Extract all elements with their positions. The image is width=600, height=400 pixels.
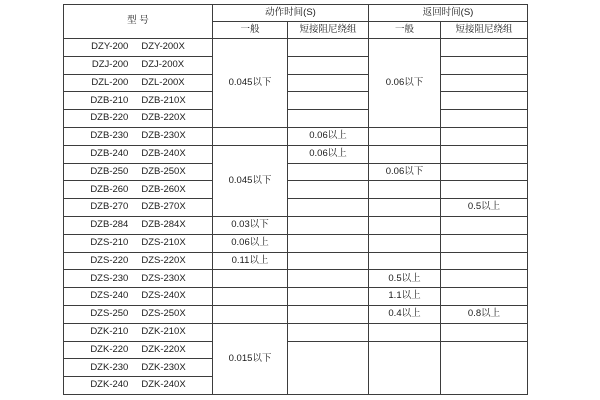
model-cell <box>64 199 213 217</box>
return-damping-cell <box>441 234 528 252</box>
return-damping-cell: 0.5以上 <box>441 199 528 217</box>
model-cell <box>64 341 213 359</box>
model-cell <box>64 377 213 395</box>
model-text: DZL-200X <box>141 76 185 88</box>
return-damping-cell <box>441 288 528 306</box>
return-damping-cell <box>441 163 528 181</box>
table-row <box>64 288 528 306</box>
action-damping-cell <box>288 199 369 217</box>
model-text: DZK-240X <box>141 379 186 391</box>
return-damping-header: 短接阻尼绕组 <box>441 22 528 39</box>
return-general-cell: 0.4以上 <box>369 305 441 323</box>
spec-table-wrapper <box>63 4 528 395</box>
return-damping-cell <box>441 74 528 92</box>
spec-table <box>63 4 528 395</box>
model-text: DZB-230 <box>90 130 129 142</box>
model-text: DZK-240 <box>90 379 129 391</box>
action-damping-cell <box>288 288 369 306</box>
model-text: DZB-270 <box>90 201 129 213</box>
table-row <box>64 270 528 288</box>
table-row <box>64 181 528 199</box>
return-general-cell <box>369 181 441 199</box>
action-general-cell: 0.045以下 <box>213 145 288 216</box>
action-damping-header: 短接阻尼绕组 <box>288 22 369 39</box>
return-general-cell: 1.1以上 <box>369 288 441 306</box>
return-damping-cell <box>441 145 528 163</box>
model-text: DZS-250X <box>141 308 186 320</box>
return-damping-cell <box>441 127 528 145</box>
model-text: DZK-220 <box>90 343 129 355</box>
model-text: DZY-200 <box>91 41 129 53</box>
table-row <box>64 216 528 234</box>
model-text: DZS-240X <box>141 290 186 302</box>
model-text: DZB-210X <box>141 94 186 106</box>
return-general-header: 一般 <box>369 22 441 39</box>
model-cell <box>64 288 213 306</box>
model-text: DZS-220X <box>141 254 186 266</box>
model-text: DZK-230X <box>141 361 186 373</box>
action-damping-cell <box>288 163 369 181</box>
return-general-cell <box>369 145 441 163</box>
model-cell <box>64 270 213 288</box>
return-general-cell <box>369 199 441 217</box>
action-damping-cell <box>288 216 369 234</box>
table-row <box>64 127 528 145</box>
return-general-cell <box>369 216 441 234</box>
action-damping-cell <box>288 341 369 394</box>
model-text: DZS-240 <box>90 290 129 302</box>
table-row <box>64 199 528 217</box>
model-text: DZS-220 <box>90 254 129 266</box>
return-damping-cell <box>441 39 528 57</box>
model-cell <box>64 305 213 323</box>
return-damping-cell: 0.8以上 <box>441 305 528 323</box>
table-row <box>64 234 528 252</box>
model-cell <box>64 110 213 128</box>
return-time-header: 返回时间(S) <box>369 5 528 22</box>
action-general-cell <box>213 270 288 288</box>
model-cell <box>64 181 213 199</box>
model-text: DZB-220X <box>141 112 186 124</box>
table-row <box>64 110 528 128</box>
return-damping-cell <box>441 323 528 341</box>
model-header: 型 号 <box>64 5 213 39</box>
model-text: DZJ-200X <box>141 58 185 70</box>
model-text: DZB-250X <box>141 165 186 177</box>
model-cell <box>64 216 213 234</box>
table-row <box>64 305 528 323</box>
action-general-cell: 0.045以下 <box>213 39 288 128</box>
action-damping-cell <box>288 92 369 110</box>
action-damping-cell <box>288 252 369 270</box>
action-damping-cell <box>288 270 369 288</box>
model-text: DZB-250 <box>90 165 129 177</box>
model-cell <box>64 252 213 270</box>
return-general-cell <box>369 341 441 394</box>
return-general-cell: 0.5以上 <box>369 270 441 288</box>
action-general-cell: 0.06以上 <box>213 234 288 252</box>
action-general-cell <box>213 305 288 323</box>
model-text: DZS-230 <box>90 272 129 284</box>
model-cell <box>64 234 213 252</box>
model-text: DZB-260X <box>141 183 186 195</box>
table-row <box>64 163 528 181</box>
table-row <box>64 252 528 270</box>
return-general-cell <box>369 234 441 252</box>
return-damping-cell <box>441 92 528 110</box>
return-general-cell: 0.06以下 <box>369 163 441 181</box>
table-row <box>64 74 528 92</box>
model-text: DZB-240 <box>90 147 129 159</box>
action-damping-cell <box>288 110 369 128</box>
model-text: DZS-210X <box>141 236 186 248</box>
model-text: DZK-210X <box>141 325 186 337</box>
model-cell <box>64 56 213 74</box>
table-row <box>64 92 528 110</box>
header-row-1 <box>64 5 528 22</box>
model-cell <box>64 39 213 57</box>
model-cell <box>64 145 213 163</box>
return-general-cell: 0.06以下 <box>369 39 441 128</box>
action-damping-cell <box>288 39 369 57</box>
model-text: DZL-200 <box>91 76 129 88</box>
table-row <box>64 56 528 74</box>
return-damping-cell <box>441 181 528 199</box>
action-time-header: 动作时间(S) <box>213 5 369 22</box>
action-damping-cell <box>288 181 369 199</box>
model-text: DZY-200X <box>141 41 185 53</box>
model-cell <box>64 127 213 145</box>
model-cell <box>64 359 213 377</box>
model-text: DZB-240X <box>141 147 186 159</box>
model-text: DZB-220 <box>90 112 129 124</box>
action-general-cell <box>213 288 288 306</box>
model-text: DZB-230X <box>141 130 186 142</box>
model-text: DZB-284 <box>90 219 129 231</box>
model-text: DZS-230X <box>141 272 186 284</box>
model-text: DZB-270X <box>141 201 186 213</box>
model-text: DZS-210 <box>90 236 129 248</box>
return-damping-cell <box>441 110 528 128</box>
action-damping-cell <box>288 323 369 341</box>
model-text: DZB-210 <box>90 94 129 106</box>
model-text: DZB-284X <box>141 219 186 231</box>
action-damping-cell: 0.06以上 <box>288 127 369 145</box>
return-general-cell <box>369 323 441 341</box>
model-text: DZK-220X <box>141 343 186 355</box>
model-text: DZS-250 <box>90 308 129 320</box>
action-damping-cell <box>288 234 369 252</box>
action-general-cell: 0.11以上 <box>213 252 288 270</box>
action-general-cell: 0.03以下 <box>213 216 288 234</box>
action-general-cell: 0.015以下 <box>213 323 288 394</box>
return-damping-cell <box>441 252 528 270</box>
action-damping-cell <box>288 74 369 92</box>
model-text: DZJ-200 <box>91 58 129 70</box>
model-text: DZB-260 <box>90 183 129 195</box>
return-damping-cell <box>441 270 528 288</box>
action-damping-cell: 0.06以上 <box>288 145 369 163</box>
return-damping-cell <box>441 216 528 234</box>
return-general-cell <box>369 127 441 145</box>
model-cell <box>64 92 213 110</box>
table-row <box>64 39 528 57</box>
action-general-cell <box>213 127 288 145</box>
model-text: DZK-230 <box>90 361 129 373</box>
return-damping-cell <box>441 56 528 74</box>
action-general-header: 一般 <box>213 22 288 39</box>
model-cell <box>64 163 213 181</box>
table-row <box>64 145 528 163</box>
table-row <box>64 323 528 341</box>
return-general-cell <box>369 252 441 270</box>
return-damping-cell <box>441 341 528 394</box>
table-row <box>64 341 528 359</box>
model-cell <box>64 323 213 341</box>
action-damping-cell <box>288 56 369 74</box>
model-cell <box>64 74 213 92</box>
model-text: DZK-210 <box>90 325 129 337</box>
action-damping-cell <box>288 305 369 323</box>
